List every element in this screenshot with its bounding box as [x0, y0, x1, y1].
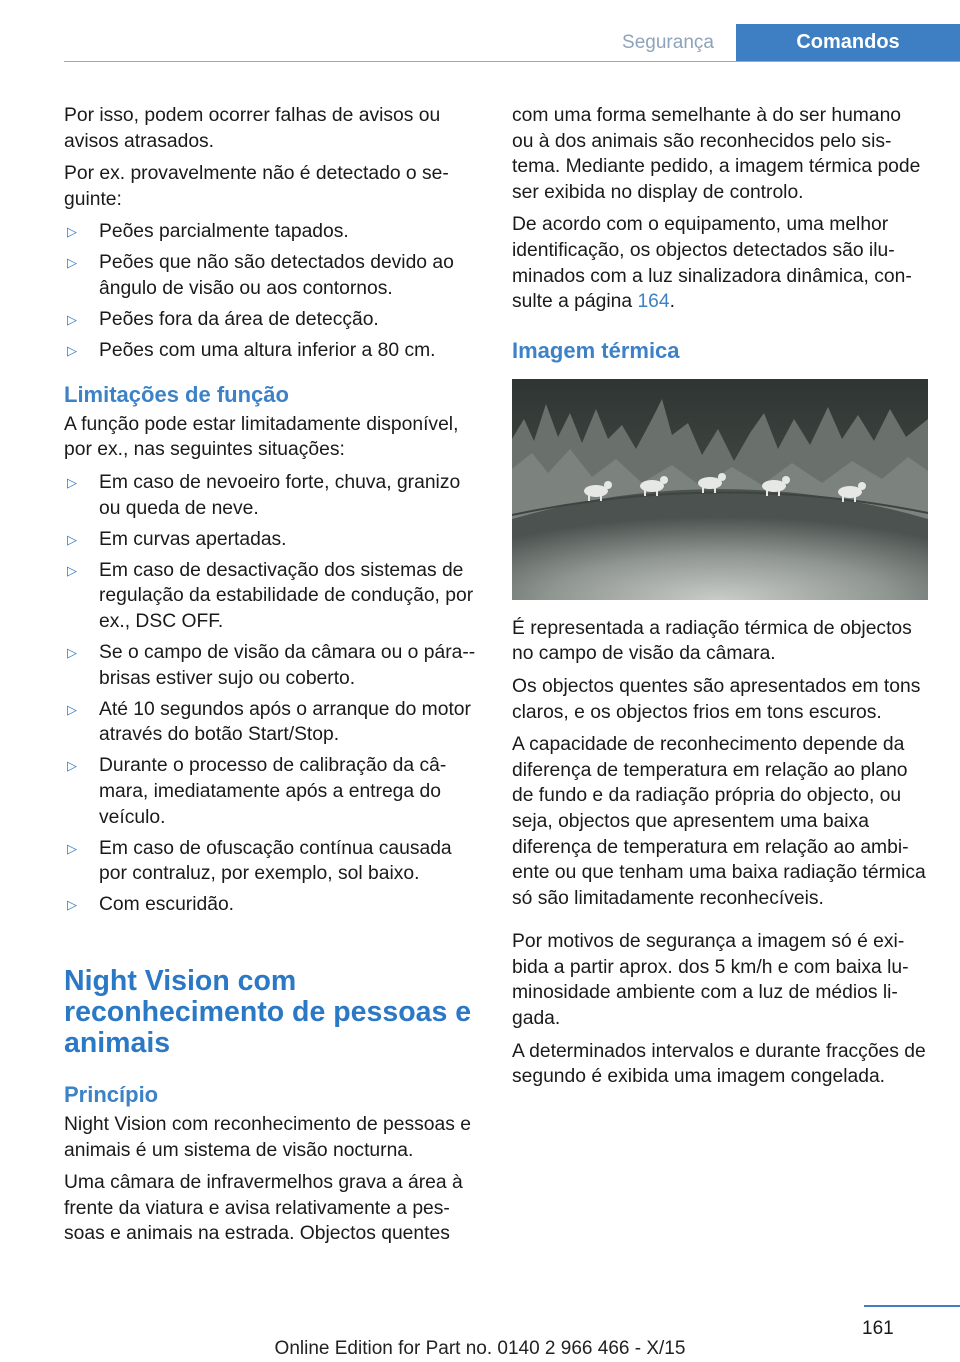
triangle-right-icon: ▷	[67, 840, 77, 856]
triangle-right-icon: ▷	[67, 475, 77, 491]
list-item: ▷ Peões com uma altura inferior a 80 cm.	[64, 338, 477, 364]
triangle-right-icon: ▷	[67, 562, 77, 578]
heading-night-vision: Night Vision com reconhecimento de pessoas e animais	[64, 965, 472, 1060]
header-chapter-tab: Comandos	[736, 24, 960, 61]
paragraph: A determinados intervalos e durante fracções de segundo é exibida uma imagem congelada.	[512, 1040, 926, 1088]
list-item: ▷ Peões que não são detectados devido ao ângulo de visão ou aos contornos.	[67, 252, 454, 300]
triangle-right-icon: ▷	[67, 758, 77, 774]
header-section-tab: Segurança	[622, 32, 714, 53]
list-item: ▷ Em caso de desactivação dos sistemas de regulação da estabilidade de condução, por ex., DSC OFF.	[67, 559, 474, 632]
footer-edition: Online Edition for Part no. 0140 2 966 466 - X/15	[274, 1338, 686, 1359]
list-item: ▷ Durante o processo de calibração da câmara, imediatamente após a entrega do veículo.	[67, 755, 447, 828]
header-rule	[64, 61, 960, 62]
list-item: ▷ Com escuridão.	[64, 892, 477, 918]
page-reference-link[interactable]: 164	[637, 291, 670, 313]
paragraph: Por isso, podem ocorrer falhas de avisos ou avisos atrasados.	[64, 105, 441, 152]
page-number: 161	[862, 1318, 894, 1339]
paragraph: Por motivos de segurança a imagem só é exibida a partir aprox. dos 5 km/h e com baixa luminosidade ambiente com a luz de médios ligada.	[512, 931, 909, 1030]
triangle-right-icon: ▷	[67, 343, 77, 359]
triangle-right-icon: ▷	[67, 897, 77, 913]
triangle-right-icon: ▷	[67, 531, 77, 547]
paragraph: A função pode estar limitadamente disponível, por ex., nas seguintes situações:	[64, 413, 459, 461]
thermal-image-figure	[512, 379, 928, 600]
list-undetected	[64, 219, 477, 363]
paragraph: De acordo com o equipamento, uma melhor identificação, os objectos detectados são iluminados com a luz sinalizadora dinâmica, consulte a página 164.	[512, 214, 912, 313]
triangle-right-icon: ▷	[67, 224, 77, 240]
triangle-right-icon: ▷	[67, 701, 77, 717]
paragraph: É representada a radiação térmica de objectos no campo de visão da câmara.	[512, 617, 912, 665]
list-item: ▷ Peões parcialmente tapados.	[64, 219, 477, 245]
left-column	[64, 103, 477, 1254]
paragraph: Os objectos quentes são apresentados em tons claros, e os objectos frios em tons escuros.	[512, 675, 921, 723]
list-item: ▷ Até 10 segundos após o arranque do motor através do botão Start/Stop.	[67, 698, 471, 746]
heading-limitations: Limitações de função	[64, 381, 289, 407]
list-item: ▷ Peões fora da área de detecção.	[64, 307, 477, 333]
triangle-right-icon: ▷	[67, 312, 77, 328]
list-item: ▷ Em curvas apertadas.	[64, 527, 477, 553]
list-item: ▷ Em caso de ofuscação contínua causada por contraluz, por exemplo, sol baixo.	[67, 837, 452, 885]
triangle-right-icon: ▷	[67, 255, 77, 271]
paragraph: com uma forma semelhante à do ser humano ou à dos animais são reconhecidos pelo sistema. Mediante pedido, a imagem térmica pode ser exibida no display de controlo.	[512, 105, 921, 203]
list-item: ▷ Em caso de nevoeiro forte, chuva, granizo ou queda de neve.	[67, 472, 461, 519]
triangle-right-icon: ▷	[67, 645, 77, 661]
right-column	[512, 103, 926, 1097]
footer-rule	[864, 1305, 960, 1307]
list-limitations	[64, 470, 477, 918]
paragraph: Uma câmara de infravermelhos grava a área à frente da viatura e avisa relativamente a pessoas e animais na estrada. Objectos quentes	[64, 1172, 463, 1245]
list-item: ▷ Se o campo de visão da câmara ou o pára-brisas estiver sujo ou coberto.	[67, 642, 476, 689]
paragraph: A capacidade de reconhecimento depende da diferença de temperatura em relação ao plano de fundo e da radiação própria do objecto, ou seja, objectos que apresentem uma baixa diferença de temperatura em relação ao ambiente ou que tenham uma baixa radiação térmica só são limitadamente reconhecíveis.	[512, 734, 926, 909]
heading-principle: Princípio	[64, 1082, 159, 1108]
heading-thermal-image: Imagem térmica	[512, 337, 680, 363]
paragraph: Por ex. provavelmente não é detectado o seguinte:	[64, 163, 449, 210]
paragraph: Night Vision com reconhecimento de pessoas e animais é um sistema de visão nocturna.	[64, 1114, 471, 1161]
